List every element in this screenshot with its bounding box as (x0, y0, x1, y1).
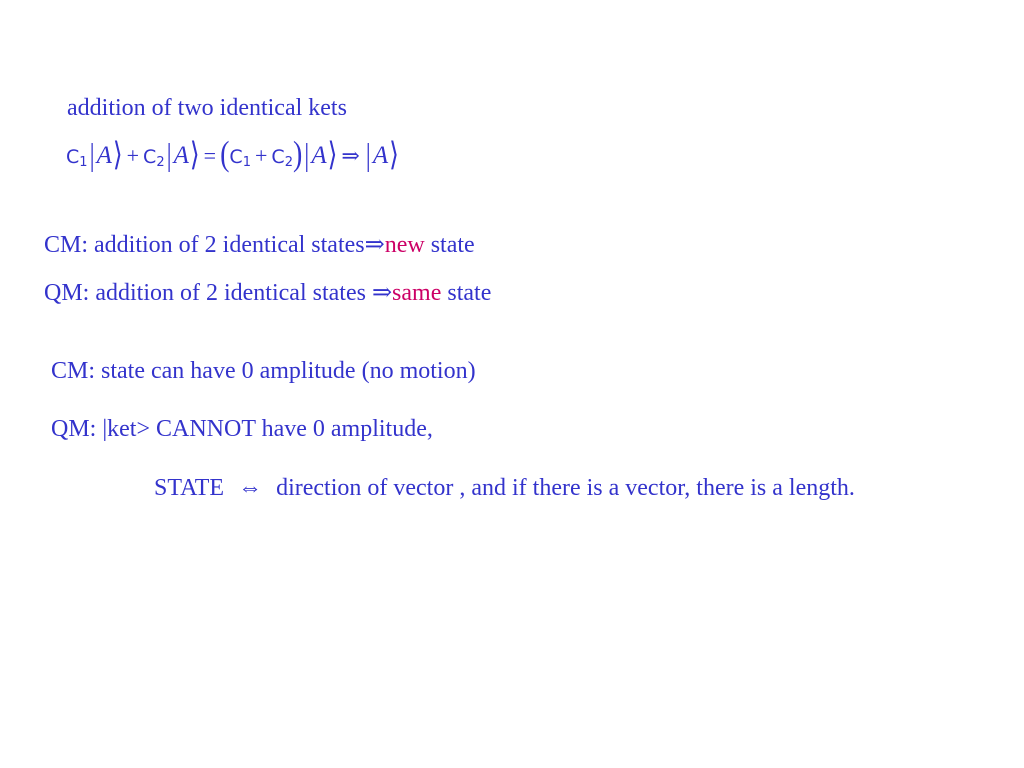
implies-operator: ⇒ (341, 143, 360, 168)
qm-addition-suffix: state (441, 280, 492, 306)
qm-amplitude-line: QM: |ket> CANNOT have 0 amplitude, (51, 416, 433, 442)
cm-addition-line (44, 230, 475, 260)
ket-bar: | (89, 138, 95, 173)
implies-arrow: ⇒ (371, 280, 393, 306)
ket-label: A (173, 142, 189, 169)
coefficient-c2: $C_2$ (143, 146, 165, 170)
slide-title: addition of two identical kets (67, 95, 347, 121)
cm-addition-text: CM: addition of 2 identical states (44, 232, 365, 258)
state-description: direction of vector , and if there is a vector, there is a length. (276, 475, 855, 501)
ket-angle: ⟩ (389, 137, 399, 173)
qm-addition-text: QM: addition of 2 identical states (44, 280, 372, 306)
ket-label: A (372, 142, 389, 169)
ket-label: A (96, 142, 112, 169)
state-vector-line (154, 473, 855, 503)
ket-angle: ⟩ (189, 137, 200, 173)
coefficient-c1: $C_1$ (66, 146, 88, 170)
ket-bar: | (166, 138, 172, 173)
implies-arrow: ⇒ (364, 232, 385, 258)
ket-addition-equation (66, 135, 399, 180)
state-label: STATE (154, 475, 225, 501)
ket-angle: ⟩ (112, 137, 123, 173)
equals-operator: = (203, 143, 217, 168)
ket-bar: | (304, 138, 310, 173)
highlight-new: new (384, 232, 425, 258)
plus-operator: + (126, 143, 140, 168)
left-paren: ( (220, 135, 230, 174)
right-paren: ) (292, 135, 303, 174)
cm-amplitude-line: CM: state can have 0 amplitude (no motion) (51, 358, 476, 384)
coefficient-c1: $C_1$ (229, 146, 251, 170)
ket-bar: | (365, 138, 371, 173)
highlight-same: same (392, 280, 442, 306)
coefficient-c2: $C_2$ (271, 146, 293, 170)
qm-addition-line (44, 278, 491, 308)
cm-addition-suffix: state (424, 232, 475, 258)
ket-label: A (311, 142, 327, 169)
ket-angle: ⟩ (327, 137, 338, 173)
equivalence-arrow: ⇔ (238, 475, 263, 501)
plus-operator: + (254, 143, 268, 168)
